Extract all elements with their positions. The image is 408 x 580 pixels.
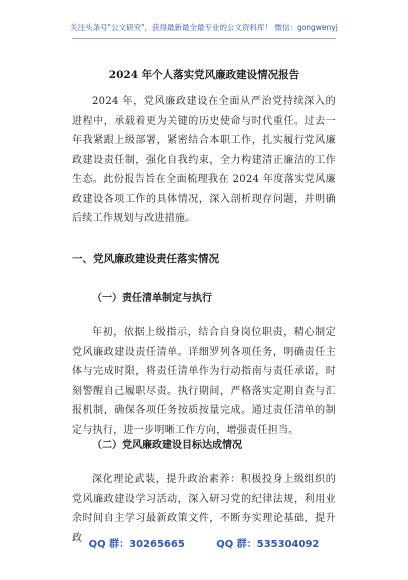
footer-qq-group-2: QQ 群：535304092 <box>216 539 320 550</box>
subsection-heading-2: （二）党风廉政建设目标达成情况 <box>92 440 242 451</box>
header-promo-note: 关注头条号"公文研究"，获得最新最全最专业的公文资料库！ 微信：gongwenyj <box>70 23 338 32</box>
document-title: 2024 年个人落实党风廉政建设情况报告 <box>108 69 300 81</box>
footer-contact <box>0 535 408 550</box>
section-heading-1: 一、党风廉政建设责任落实情况 <box>72 253 219 265</box>
header-divider <box>72 38 336 39</box>
subsection-2-paragraph: 深化理论武装，提升政治素养：积极投身上级组织的党风廉政建设学习活动，深入研习党的纪律法规，利用业余时间自主学习最新政策文件，不断夯实理论基础，提升政 <box>72 474 336 544</box>
subsection-heading-1: （一）责任清单制定与执行 <box>92 293 212 304</box>
intro-paragraph: 2024 年，党风廉政建设在全面从严治党持续深入的进程中，承载着更为关键的历史使命与时代重任。过去一年我紧跟上级部署，紧密结合本职工作，扎实履行党风廉政建设责任制，强化自我约束，全力构建清正廉洁的工作生态。此份报告旨在全面梳理我在 2024 年度落实党风廉政建设各项工作的具体情况，深入剖析现存问题，并明确后续工作规划与改进措施。 <box>72 96 336 224</box>
footer-qq-group-1: QQ 群：30265665 <box>88 539 185 550</box>
subsection-1-paragraph: 年初，依据上级指示，结合自身岗位职责，精心制定党风廉政建设责任清单。详细罗列各项任务，明确责任主体与完成时限，将责任清单作为行动指南与责任承诺，时刻警醒自己履职尽责。执行期间，严格落实定期自查与汇报机制，确保各项任务按质按量完成。通过责任清单的制定与执行，进一步明晰工作方向，增强责任担当。 <box>72 327 336 436</box>
